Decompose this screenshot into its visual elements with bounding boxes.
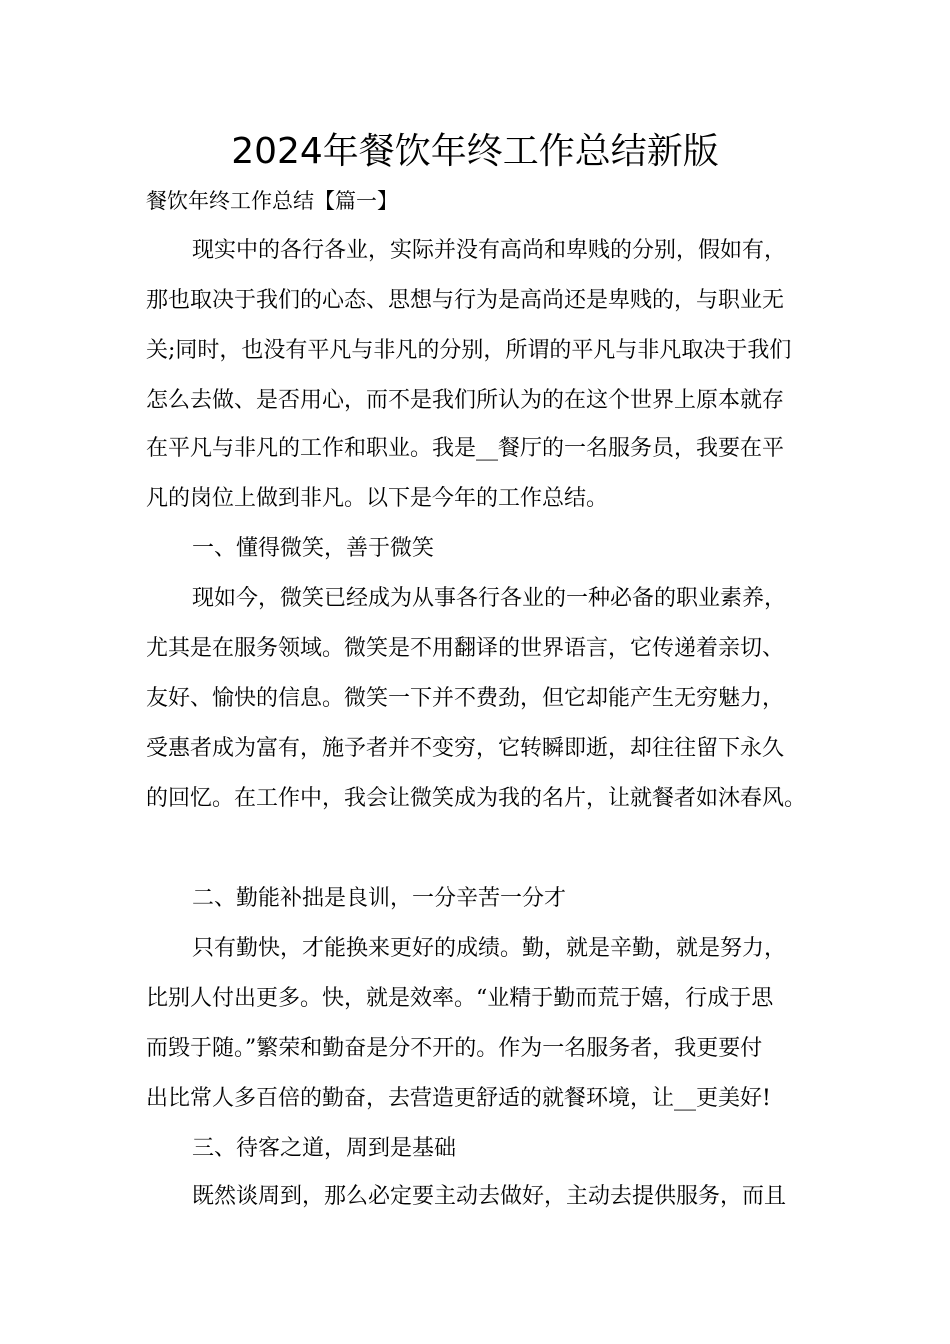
paragraph-line: 比别人付出更多。快，就是效率。“业精于勤而荒于嬉，行成于思 [146, 986, 774, 1011]
paragraph-line: 关;同时，也没有平凡与非凡的分别，所谓的平凡与非凡取决于我们 [146, 338, 792, 363]
paragraph-line: 现如今，微笑已经成为从事各行各业的一种必备的职业素养， [192, 586, 787, 611]
paragraph-line: 那也取决于我们的心态、思想与行为是高尚还是卑贱的，与职业无 [146, 288, 785, 313]
paragraph-line: 而毁于随。”繁荣和勤奋是分不开的。作为一名服务者，我更要付 [146, 1036, 763, 1061]
paragraph-line: 现实中的各行各业，实际并没有高尚和卑贱的分别，假如有， [192, 238, 787, 263]
document-subtitle: 餐饮年终工作总结【篇一】 [146, 189, 398, 213]
paragraph-line: 只有勤快，才能换来更好的成绩。勤，就是辛勤，就是努力， [192, 936, 787, 961]
paragraph-line: 既然谈周到，那么必定要主动去做好，主动去提供服务，而且 [192, 1184, 787, 1209]
section-heading: 二、勤能补拙是良训，一分辛苦一分才 [192, 886, 567, 911]
paragraph-line: 怎么去做、是否用心，而不是我们所认为的在这个世界上原本就存 [146, 388, 785, 413]
paragraph-line: 的回忆。在工作中，我会让微笑成为我的名片，让就餐者如沐春风。 [146, 786, 807, 811]
paragraph-line: 凡的岗位上做到非凡。以下是今年的工作总结。 [146, 486, 609, 511]
paragraph-line: 尤其是在服务领域。微笑是不用翻译的世界语言，它传递着亲切、 [146, 636, 785, 661]
document-title: 2024年餐饮年终工作总结新版 [231, 131, 719, 172]
paragraph-line: 出比常人多百倍的勤奋，去营造更舒适的就餐环境，让__更美好! [146, 1086, 771, 1111]
section-heading: 三、待客之道，周到是基础 [192, 1136, 457, 1161]
paragraph-line: 友好、愉快的信息。微笑一下并不费劲，但它却能产生无穷魅力， [146, 686, 785, 711]
paragraph-line: 在平凡与非凡的工作和职业。我是__餐厅的一名服务员，我要在平 [146, 436, 785, 461]
paragraph-line: 受惠者成为富有，施予者并不变穷，它转瞬即逝，却往往留下永久 [146, 736, 785, 761]
section-heading: 一、懂得微笑，善于微笑 [192, 536, 435, 561]
